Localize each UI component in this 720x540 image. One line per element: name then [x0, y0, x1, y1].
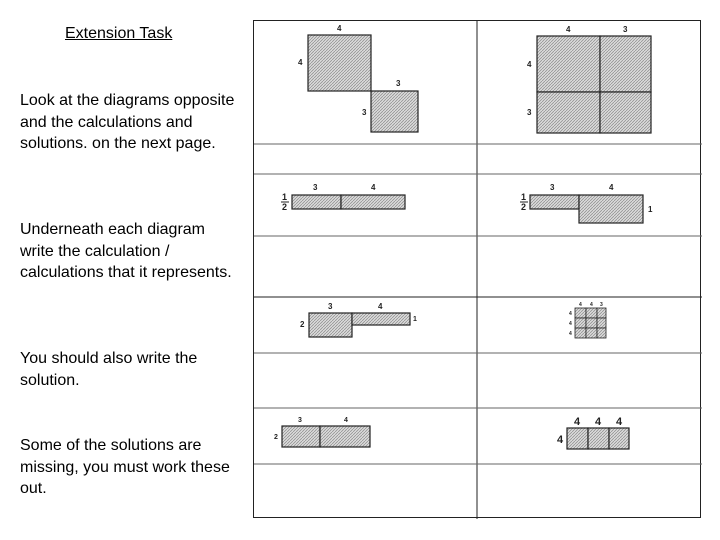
diagram-3-rect-b [341, 195, 405, 209]
diagram-7 [274, 417, 370, 447]
diagram-3-fraction-numerator: 1 [282, 192, 288, 202]
diagram-2 [527, 25, 651, 133]
diagram-6-cell [586, 328, 597, 338]
diagram-8-cell-a [567, 428, 588, 449]
diagram-1-label-left-b: 3 [362, 108, 367, 117]
diagram-8-label-top-c: 4 [616, 416, 623, 428]
diagram-4-label-top-b: 4 [609, 183, 614, 192]
diagram-4-label-right: 1 [648, 205, 653, 214]
diagram-3-rect-a [292, 195, 341, 209]
instructions-panel [0, 0, 245, 540]
diagram-2-label-top-b: 3 [623, 25, 628, 34]
instruction-look: Look at the diagrams opposite and the calculations and solutions. on the next page. [20, 92, 235, 152]
diagram-7-label-top-a: 3 [298, 417, 302, 424]
diagram-2-cell [600, 92, 651, 133]
diagram-8-label-top-a: 4 [574, 416, 581, 428]
diagram-2-cell [600, 36, 651, 92]
instruction-solution: You should also write the solution. [20, 350, 198, 389]
diagram-8-label-top-b: 4 [595, 416, 602, 428]
diagram-6-cell [597, 328, 606, 338]
diagram-4-label-top-a: 3 [550, 183, 555, 192]
diagram-6-cell [575, 318, 586, 328]
diagram-6-label-left-c: 4 [569, 331, 572, 337]
diagram-8-cell-c [609, 428, 629, 449]
diagram-1 [298, 24, 418, 132]
diagram-1-square-a [308, 35, 371, 91]
diagram-5-rect-b [352, 313, 410, 325]
diagram-4-fraction-numerator: 1 [521, 192, 527, 202]
diagram-5 [300, 302, 417, 337]
page-title: Extension Task [65, 25, 173, 42]
diagram-4-fraction-denominator: 2 [521, 202, 527, 212]
diagram-2-cell [537, 92, 600, 133]
diagram-6-cell [597, 318, 606, 328]
diagram-6-cell [575, 308, 586, 318]
diagram-6-label-left-b: 4 [569, 321, 572, 327]
diagram-2-cell [537, 36, 600, 92]
diagram-6-cell [597, 308, 606, 318]
diagram-grid-canvas [254, 21, 702, 519]
diagram-3-label-top-a: 3 [313, 183, 318, 192]
diagram-5-label-top-a: 3 [328, 302, 333, 311]
diagram-6-label-left-a: 4 [569, 311, 572, 317]
diagram-6-label-top-b: 4 [590, 302, 593, 308]
diagram-6-cell [575, 328, 586, 338]
diagram-8-label-left: 4 [557, 434, 564, 446]
diagram-3 [281, 183, 405, 212]
diagram-4-rect-a [530, 195, 579, 209]
diagram-grid [253, 20, 701, 518]
diagram-5-label-top-b: 4 [378, 302, 383, 311]
diagram-4 [520, 183, 653, 223]
diagram-4-rect-b [579, 195, 643, 223]
diagram-6-label-top-a: 4 [579, 302, 582, 308]
diagram-5-rect-a [309, 313, 352, 337]
diagram-6 [569, 302, 606, 338]
instruction-missing: Some of the solutions are missing, you must work these out. [20, 437, 230, 497]
diagram-5-label-left: 2 [300, 320, 305, 329]
diagram-7-rect-a [282, 426, 320, 447]
diagram-6-cell [586, 318, 597, 328]
diagram-1-label-top-a: 4 [337, 24, 342, 33]
diagram-8 [557, 416, 629, 449]
diagram-2-label-top-a: 4 [566, 25, 571, 34]
diagram-5-label-right: 1 [413, 316, 417, 323]
diagram-7-label-left: 2 [274, 434, 278, 441]
diagram-1-label-left-a: 4 [298, 58, 303, 67]
diagram-8-cell-b [588, 428, 609, 449]
diagram-6-label-top-c: 3 [600, 302, 603, 308]
diagram-1-label-top-b: 3 [396, 79, 401, 88]
diagram-3-label-top-b: 4 [371, 183, 376, 192]
diagram-2-label-left-b: 3 [527, 108, 532, 117]
diagram-7-label-top-b: 4 [344, 417, 348, 424]
diagram-1-square-b [371, 91, 418, 132]
diagram-2-label-left-a: 4 [527, 60, 532, 69]
diagram-7-rect-b [320, 426, 370, 447]
diagram-3-fraction-denominator: 2 [282, 202, 288, 212]
diagram-6-cell [586, 308, 597, 318]
instruction-write-calc: Underneath each diagram write the calculation / calculations that it represents. [20, 221, 232, 281]
